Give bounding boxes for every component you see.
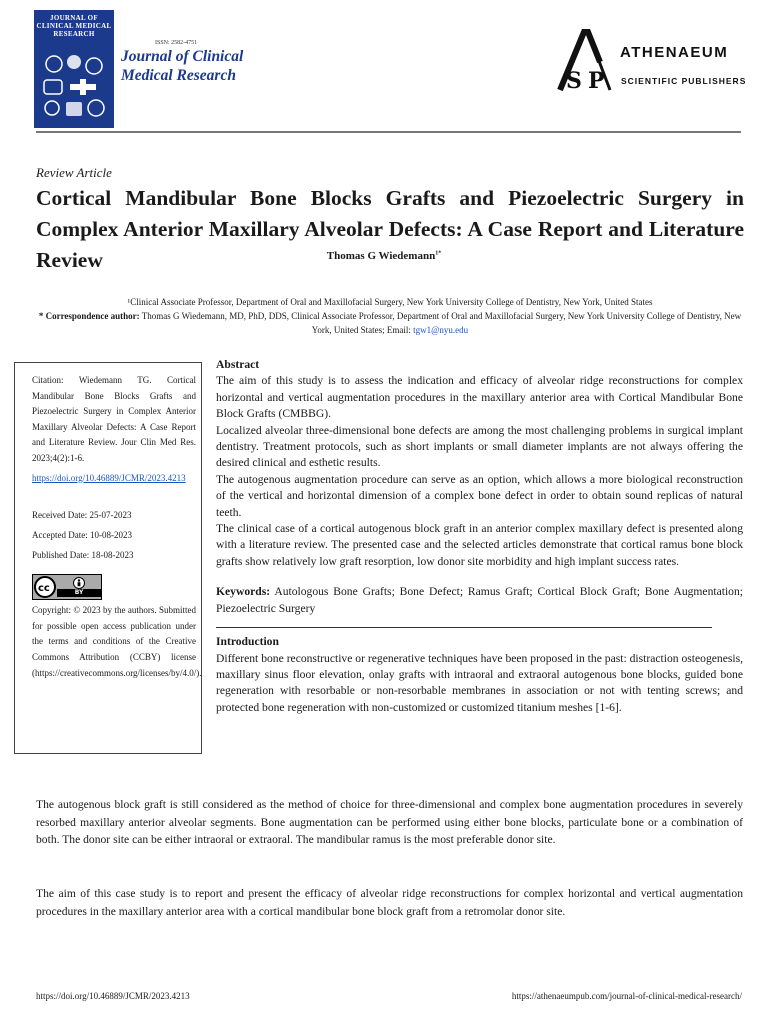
athenaeum-logo-icon: [554, 28, 616, 94]
footer-doi[interactable]: https://doi.org/10.46889/JCMR/2023.4213: [36, 991, 190, 1001]
keywords: [216, 584, 743, 617]
introduction-paragraph-1: Different bone reconstructive or regenerative techniques have been proposed in the past: distraction osteogenesis, maxillary sinus floor elevation, onlay grafts with intraoral and extraoral autogenous bone blocks, guided bone regeneration with resorbable or non-resorbable membranes in association or not with tenting screws; and protected bone regeneration with non-customized or customized titanium meshes [1-6].: [216, 651, 743, 714]
accepted-date: Accepted Date: 10-08-2023: [32, 530, 132, 541]
correspondence: [36, 309, 744, 337]
citation-box: [14, 362, 202, 754]
svg-text:cc: cc: [38, 583, 50, 595]
cc-icon: [33, 575, 57, 599]
email-link[interactable]: tgw1@nyu.edu: [413, 325, 469, 335]
abstract-section: [216, 357, 743, 716]
affiliation: ¹Clinical Associate Professor, Department of Oral and Maxillofacial Surgery, New York University College of Dentistry, New York, United States: [127, 297, 653, 307]
doi-link[interactable]: https://doi.org/10.46889/JCMR/2023.4213: [32, 472, 186, 483]
author-line: [0, 250, 768, 262]
publisher-name: ATHENAEUM: [620, 44, 729, 61]
medical-icons-graphic: [40, 54, 108, 124]
issn: ISSN: 2582-4751: [155, 40, 198, 46]
journal-name-line1: Journal of Clinical: [121, 48, 244, 65]
svg-text:S: S: [566, 68, 582, 94]
author-name: Thomas G Wiedemann: [326, 250, 436, 262]
affiliation-block: [36, 295, 744, 337]
journal-name: [121, 47, 243, 85]
introduction-heading: Introduction: [216, 635, 279, 649]
introduction-paragraph-2: The autogenous block graft is still considered as the method of choice for three-dimensional and complex bone augmentation procedures in severely resorbed maxillary anterior alveolar segments. Bone augmentation can be performed using either bone blocks, particulate bone or a combination of both. The donor site can be either intraoral or extraoral. The mandibular ramus is the most preferable donor site.: [36, 798, 743, 847]
attribution-person-icon: [73, 577, 85, 589]
author-superscript: 1*: [435, 250, 442, 257]
article-type: Review Article: [36, 165, 112, 180]
article-title: Cortical Mandibular Bone Blocks Grafts and Piezoelectric Surgery in Complex Anterior Maxillary Alveolar Defects: A Case Report and Literature Review: [36, 186, 744, 272]
received-date: Received Date: 25-07-2023: [32, 510, 132, 521]
journal-cover-image: [34, 10, 114, 128]
by-label: BY: [57, 589, 101, 597]
cc-license-badge[interactable]: [32, 574, 102, 600]
introduction-paragraph-3: The aim of this case study is to report and present the efficacy of alveolar ridge reconstructions for complex horizontal and vertical augmentation procedures in the maxillary anterior area with a cortical mandibular bone block graft from a retromolar donor site.: [36, 887, 743, 918]
cover-title: JOURNAL OF CLINICAL MEDICAL RESEARCH: [36, 14, 112, 38]
published-date: Published Date: 18-08-2023: [32, 550, 134, 561]
abstract-paragraph-2: Localized alveolar three-dimensional bone defects are among the most challenging problems in surgical implant dentistry. Treatment protocols, such as short implants or small diameter implants are not always offering the desired clinical and esthetic results.: [216, 423, 743, 470]
header-divider: [36, 131, 741, 133]
publisher-subtitle: SCIENTIFIC PUBLISHERS: [621, 76, 747, 86]
journal-name-line2: Medical Research: [121, 67, 236, 84]
abstract-paragraph-4: The clinical case of a cortical autogenous block graft in an anterior complex maxillary defect is presented along with a literature review. The presented case and the selected articles demonstrate that cortical ramus bone block grafts show relatively low graft resorption, low donor site morbidity and high implant success rates.: [216, 522, 743, 568]
section-divider: [216, 627, 712, 628]
copyright-text: Copyright: © 2023 by the authors. Submitted for possible open access publication under the terms and conditions of the Creative Commons Attribution (CCBY) license (https://creativecommons.org/licenses/by/4.0/).: [32, 605, 202, 678]
keywords-label: Keywords:: [216, 585, 271, 599]
abstract-paragraph-3: The autogenous augmentation procedure can serve as an option, which allows a more biological reconstruction of the vertical and horizontal dimension of a complex bone defect in order to obtain sound replicas of natural teeth.: [216, 472, 743, 519]
correspondence-text: Thomas G Wiedemann, MD, PhD, DDS, Clinical Associate Professor, Department of Oral and Maxillofacial Surgery, New York University College of Dentistry, New York, United States; Email:: [139, 311, 742, 335]
abstract-paragraph-1: The aim of this study is to assess the indication and efficacy of alveolar ridge reconstructions for complex horizontal and vertical augmentation procedures in the maxillary anterior area with Cortical Mandibular Bone Block Grafts (CMBBG).: [216, 374, 743, 421]
svg-text:P: P: [588, 68, 605, 94]
citation-text: Citation: Wiedemann TG. Cortical Mandibular Bone Blocks Grafts and Piezoelectric Surgery in Complex Anterior Maxillary Alveolar Defects: A Case Report and Literature Review. Jour Clin Med Res. 2023;4(2):1-6.: [32, 375, 196, 463]
correspondence-label: * Correspondence author:: [38, 311, 140, 321]
abstract-heading: Abstract: [216, 358, 260, 371]
keywords-list: Autologous Bone Grafts; Bone Defect; Ramus Graft; Cortical Block Graft; Bone Augmentation; Piezoelectric Surgery: [216, 585, 743, 615]
dates-block: [32, 505, 196, 565]
footer-journal-url[interactable]: https://athenaeumpub.com/journal-of-clinical-medical-research/: [511, 991, 742, 1001]
